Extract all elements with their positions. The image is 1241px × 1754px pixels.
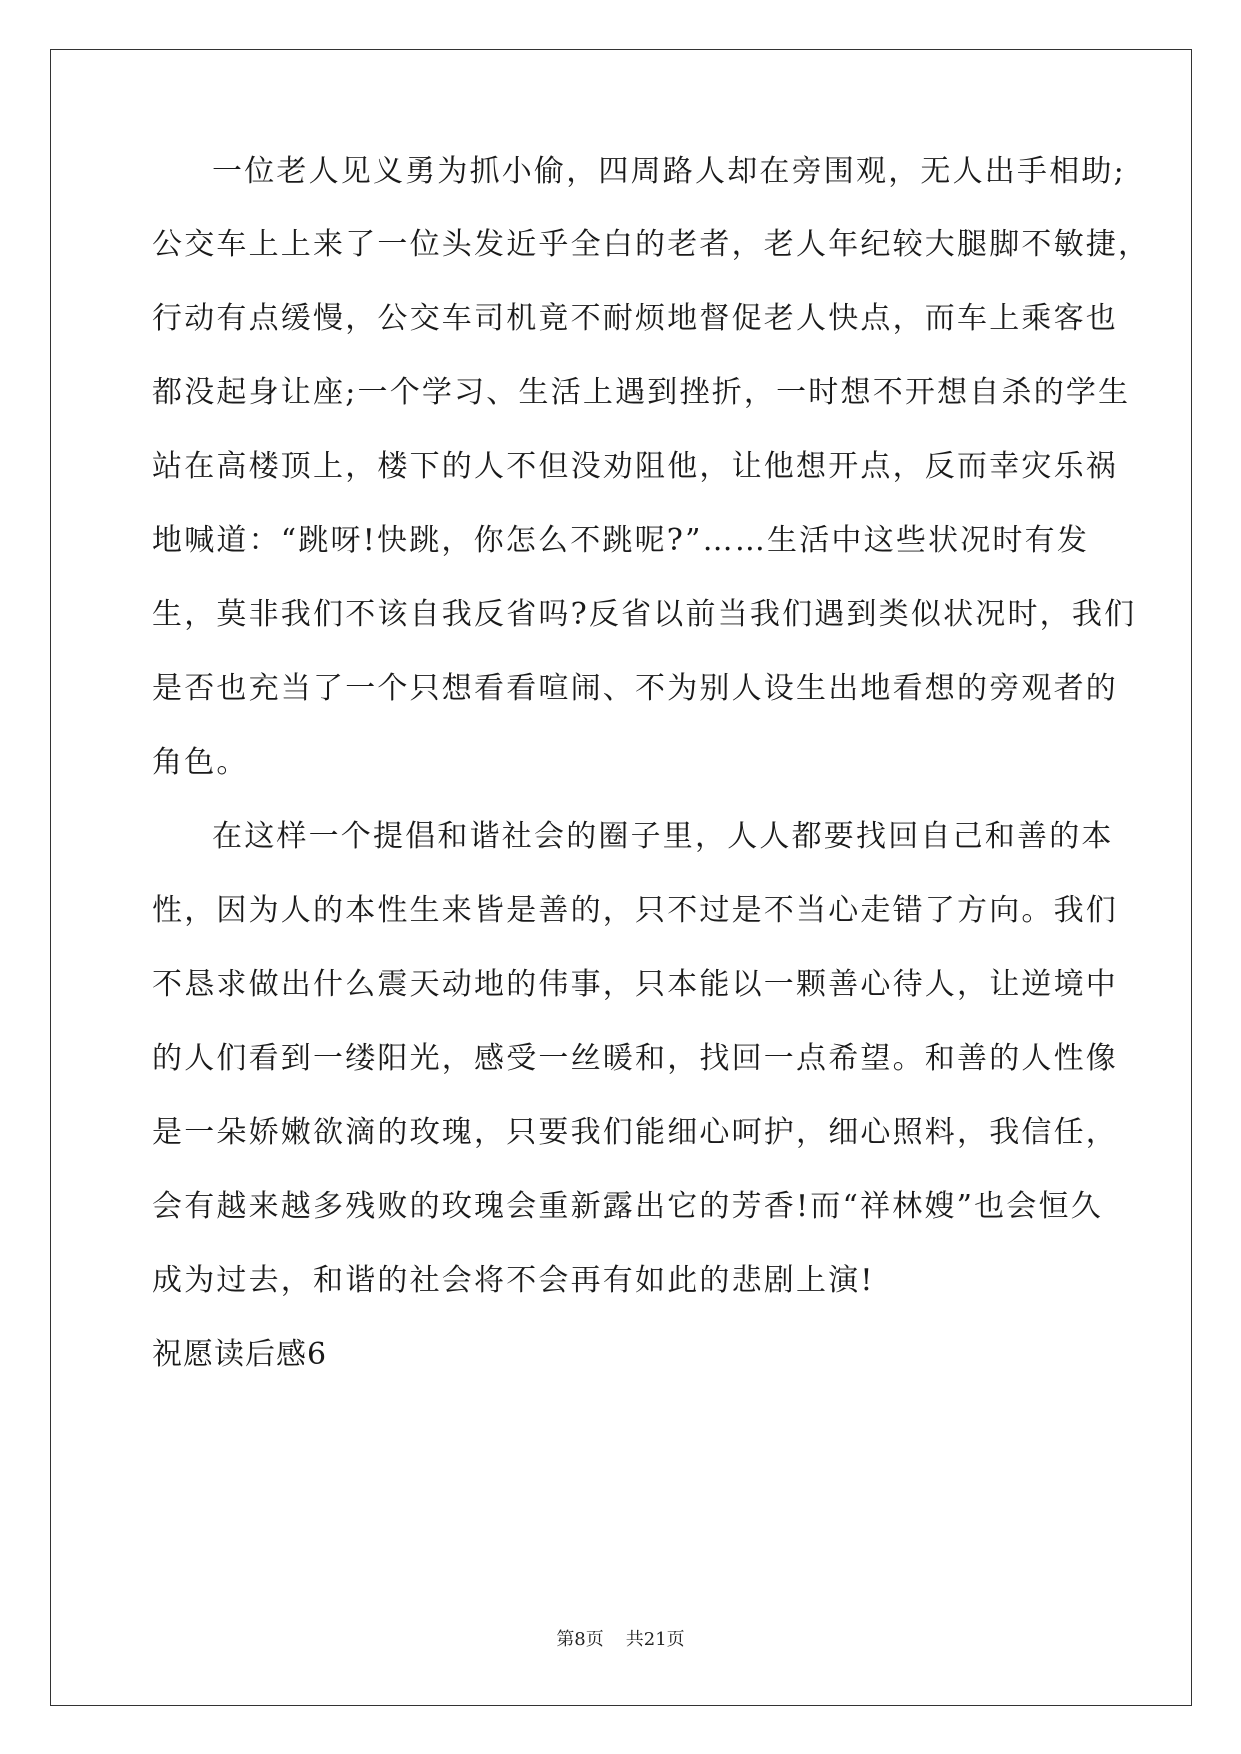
paragraph-line: 一位老人见义勇为抓小偷，四周路人却在旁围观，无人出手相助; [212,154,1126,189]
paragraph-line: 会有越来越多残败的玫瑰会重新露出它的芳香!而“祥林嫂”也会恒久 [152,1189,1103,1224]
paragraph-line: 是一朵娇嫩欲滴的玫瑰，只要我们能细心呵护，细心照料，我信任， [152,1115,1118,1150]
paragraph-line: 的人们看到一缕阳光，感受一丝暖和，找回一点希望。和善的人性像 [152,1041,1118,1076]
paragraph-line: 角色。 [152,745,249,780]
paragraph-line: 地喊道：“跳呀!快跳，你怎么不跳呢?”……生活中这些状况时有发 [152,523,1090,558]
paragraph-line: 在这样一个提倡和谐社会的圈子里，人人都要找回自己和善的本 [212,819,1114,854]
page-total: 共21页 [625,1629,685,1650]
page-number: 第8页 [556,1629,604,1650]
section-heading: 祝愿读后感6 [152,1337,328,1372]
page-border [50,49,1192,1706]
page-footer [0,1628,1241,1652]
paragraph-line: 性，因为人的本性生来皆是善的，只不过是不当心走错了方向。我们 [152,893,1118,928]
paragraph-line: 是否也充当了一个只想看看喧闹、不为别人设生出地看想的旁观者的 [152,671,1118,706]
paragraph-line: 不恳求做出什么震天动地的伟事，只本能以一颗善心待人，让逆境中 [152,967,1118,1002]
paragraph-line: 站在高楼顶上，楼下的人不但没劝阻他，让他想开点，反而幸灾乐祸 [152,449,1118,484]
paragraph-line: 成为过去，和谐的社会将不会再有如此的悲剧上演! [152,1263,875,1298]
paragraph-line: 行动有点缓慢，公交车司机竟不耐烦地督促老人快点，而车上乘客也 [152,301,1118,336]
paragraph-line: 生，莫非我们不该自我反省吗?反省以前当我们遇到类似状况时，我们 [152,597,1137,632]
paragraph-line: 公交车上上来了一位头发近乎全白的老者，老人年纪较大腿脚不敏捷， [152,227,1151,262]
paragraph-line: 都没起身让座;一个学习、生活上遇到挫折，一时想不开想自杀的学生 [152,375,1131,410]
